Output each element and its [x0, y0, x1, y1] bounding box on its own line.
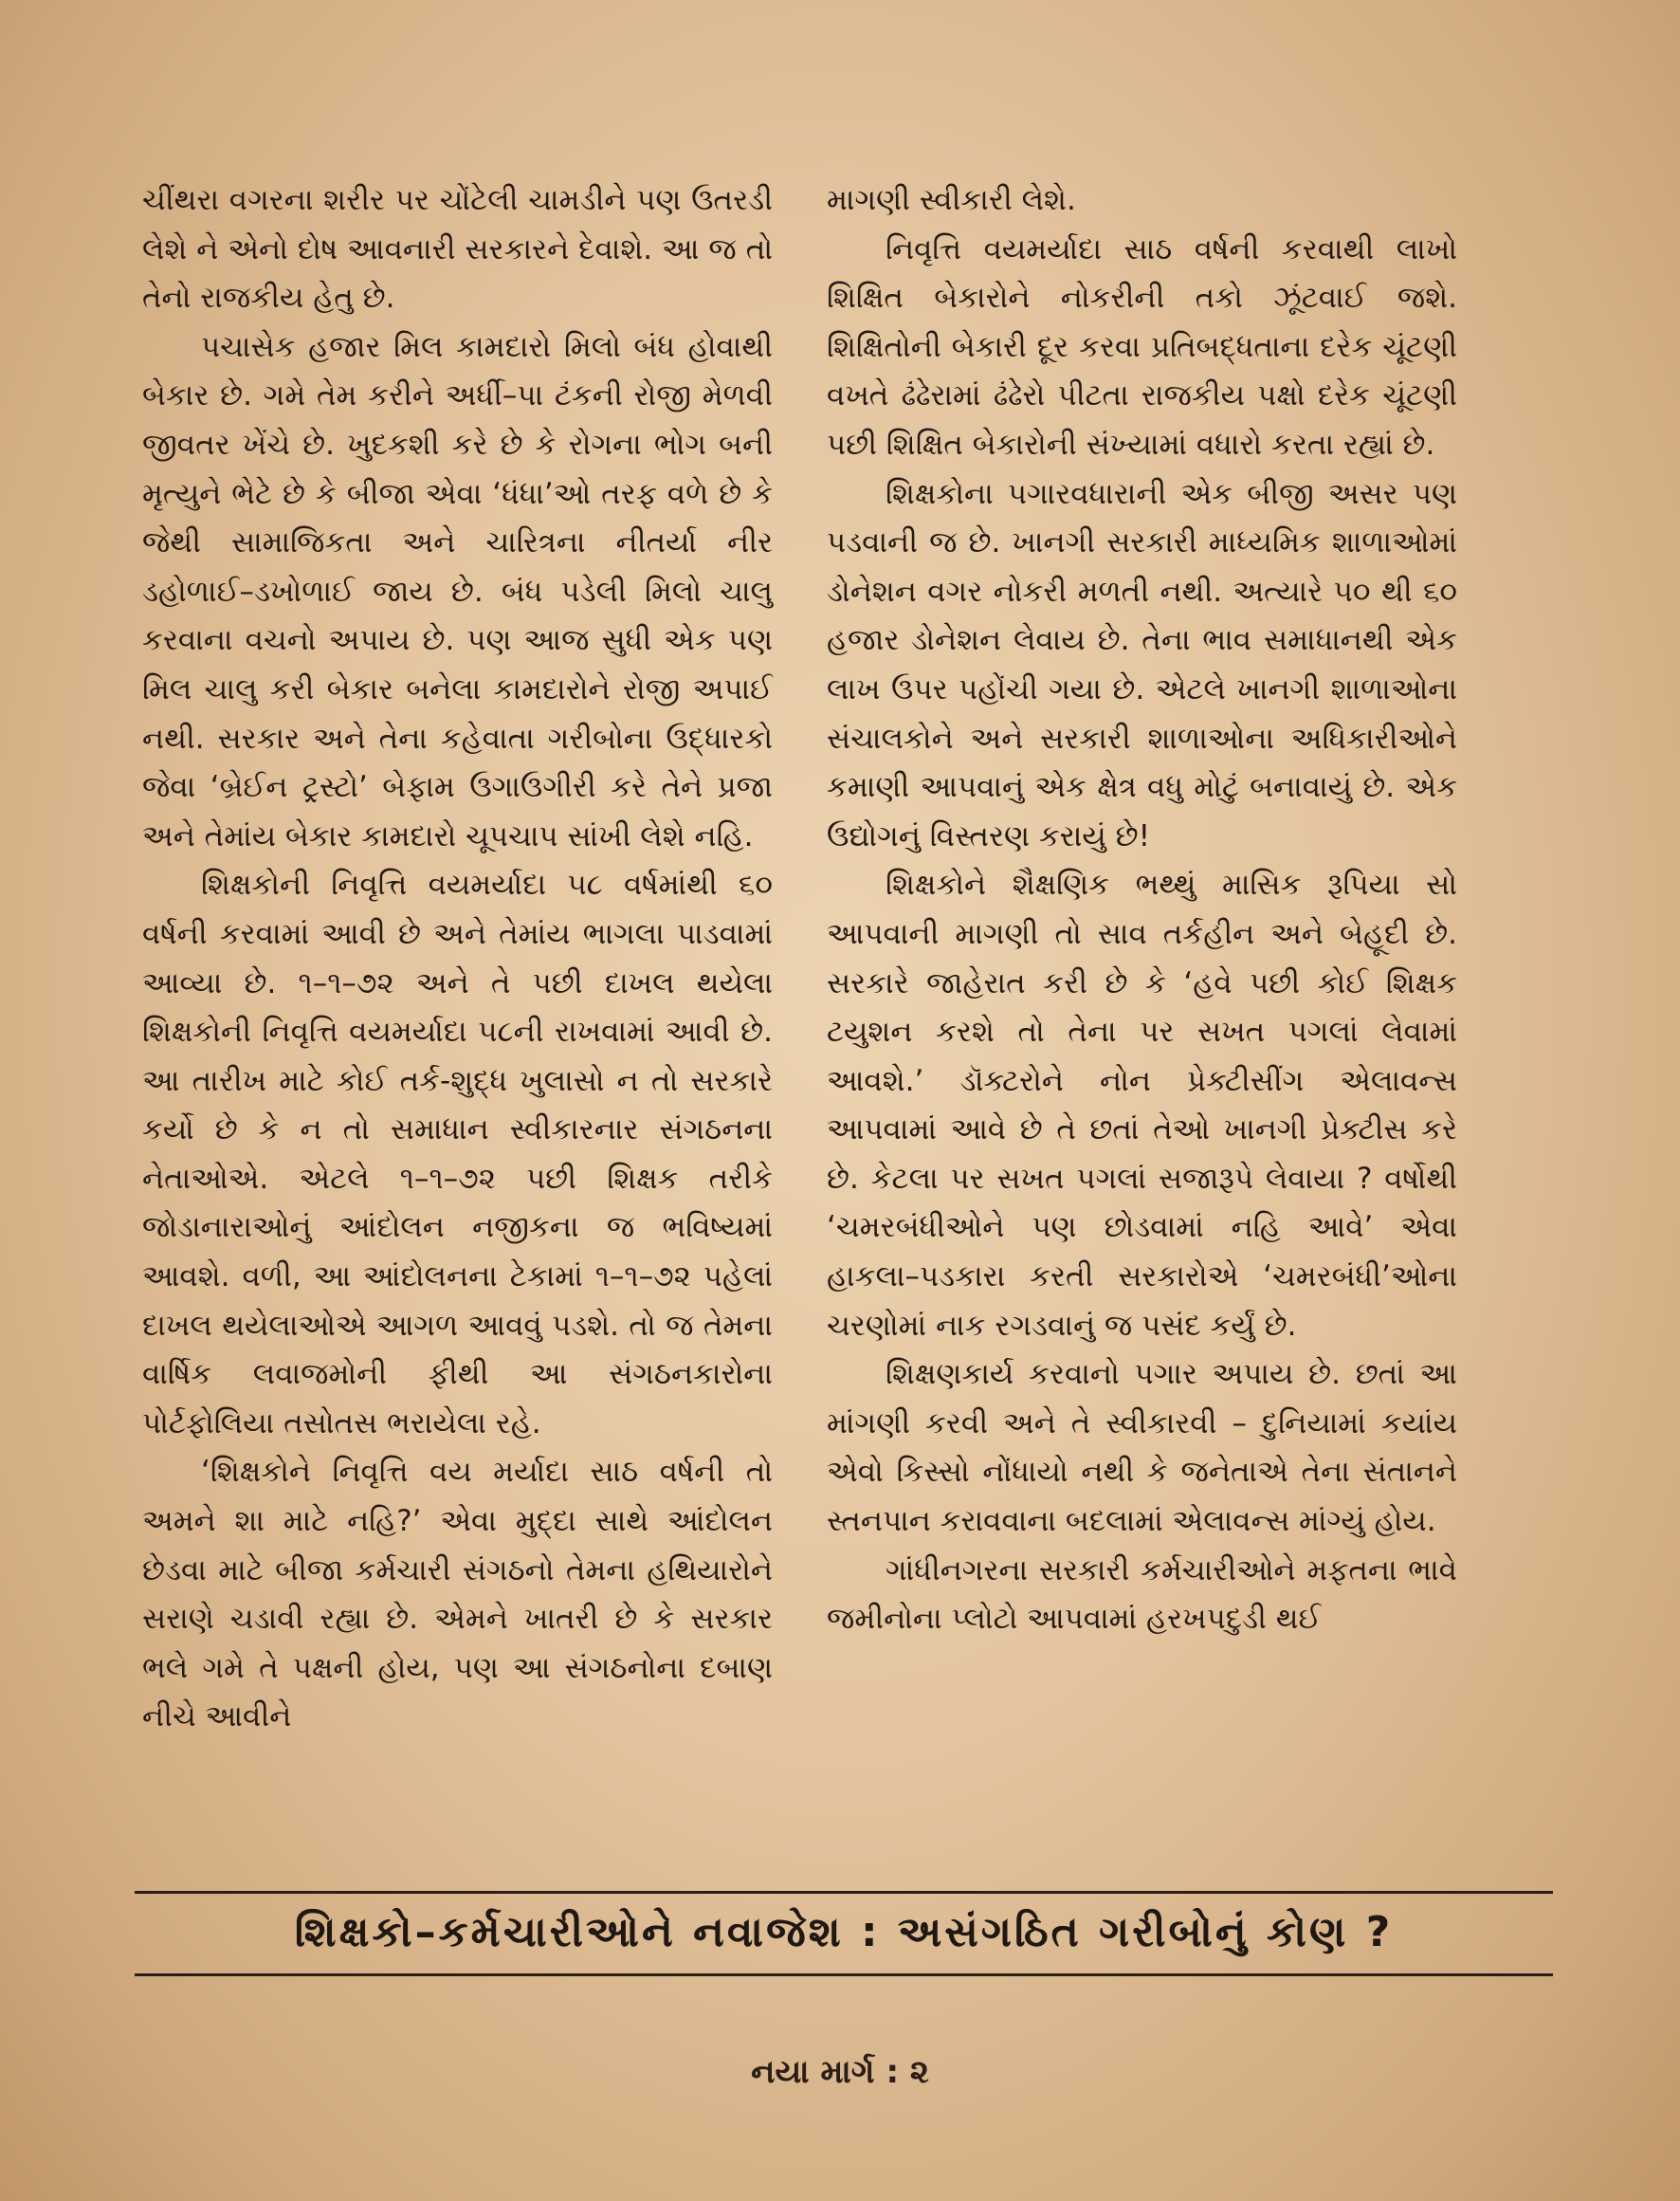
right-paragraph-6: ગાંધીનગરના સરકારી કર્મચારીઓને મફતના ભાવે જમીનોના પ્લોટો આપવામાં હરખપદુડી થઈ — [827, 1552, 1457, 1637]
left-paragraph-3: શિક્ષકોની નિવૃત્તિ વયમર્યાદા ૫૮ વર્ષમાંથી ૬૦ વર્ષની કરવામાં આવી છે અને તેમાંય ભાગલા પાડવામાં આવ્યા છે. ૧–૧–૭૨ અને તે પછી દાખલ થયેલા શિક્ષકોની નિવૃત્તિ વયમર્યાદા ૫૮ની રાખવામાં આવી છે. આ તારીખ માટે કોઈ તર્ક-શુદ્ધ ખુલાસો ન તો સરકારે કર્યો છે કે ન તો સમાધાન સ્વીકારનાર સંગઠનના નેતાઓએ. એટલે ૧–૧–૭૨ પછી શિક્ષક તરીકે જોડાનારાઓનું આંદોલન નજીકના જ ભવિષ્યમાં આવશે. વળી, આ આંદોલનના ટેકામાં ૧–૧–૭૨ પહેલાં દાખલ થયેલાઓએ આગળ આવવું પડશે. તો જ તેમના વાર્ષિક લવાજમોની ફીથી આ સંગઠનકારોના પોર્ટફોલિયા તસોતસ ભરાયેલા રહે. — [142, 868, 773, 1440]
right-column — [827, 176, 1457, 1644]
left-column — [142, 176, 773, 1742]
left-paragraph-4: ‘શિક્ષકોને નિવૃત્તિ વય મર્યાદા સાઠ વર્ષની તો અમને શા માટે નહિ?’ એવા મુદ્દા સાથે આંદોલન છેડવા માટે બીજા કર્મચારી સંગઠનો તેમના હથિયારોને સરાણે ચડાવી રહ્યા છે. એમને ખાતરી છે કે સરકાર ભલે ગમે તે પક્ષની હોય, પણ આ સંગઠનોના દબાણ નીચે આવીને — [142, 1455, 773, 1734]
right-paragraph-2: નિવૃત્તિ વયમર્યાદા સાઠ વર્ષની કરવાથી લાખો શિક્ષિત બેકારોને નોકરીની તકો ઝૂંટવાઈ જશે. શિક્ષિતોની બેકારી દૂર કરવા પ્રતિબદ્ધતાના દરેક ચૂંટણી વખતે ઢંઢેરામાં ઢંઢેરો પીટતા રાજકીય પક્ષો દરેક ચૂંટણી પછી શિક્ષિત બેકારોની સંખ્યામાં વધારો કરતા રહ્યાં છે. — [827, 231, 1457, 462]
right-paragraph-3: શિક્ષકોના પગારવધારાની એક બીજી અસર પણ પડવાની જ છે. ખાનગી સરકારી માધ્યમિક શાળાઓમાં ડોનેશન વગર નોકરી મળતી નથી. અત્યારે ૫૦ થી ૬૦ હજાર ડોનેશન લેવાય છે. તેના ભાવ સમાધાનથી એક લાખ ઉપર પહોંચી ગયા છે. એટલે ખાનગી શાળાઓના સંચાલકોને અને સરકારી શાળાઓના અધિકારીઓને કમાણી આપવાનું એક ક્ષેત્ર વધુ મોટું બનાવાયું છે. એક ઉદ્યોગનું વિસ્તરણ કરાયું છે! — [827, 476, 1457, 853]
left-paragraph-1: ચીંથરા વગરના શરીર પર ચોંટેલી ચામડીને પણ ઉતરડી લેશે ને એનો દોષ આવનારી સરકારને દેવાશે. આ જ તો તેનો રાજકીય હેતુ છે. — [142, 183, 773, 316]
headline-top-rule — [135, 1891, 1553, 1894]
left-paragraph-2: પચાસેક હજાર મિલ કામદારો મિલો બંધ હોવાથી બેકાર છે. ગમે તેમ કરીને અર્ધી–પા ટંકની રોજી મેળવી જીવતર ખેંચે છે. ખુદકશી કરે છે કે રોગના ભોગ બની મૃત્યુને ભેટે છે કે બીજા એવા ‘ધંધા’ઓ તરફ વળે છે કે જેથી સામાજિકતા અને ચારિત્રના નીતર્યા નીર ડહોળાઈ–ડખોળાઈ જાય છે. બંધ પડેલી મિલો ચાલુ કરવાના વચનો અપાય છે. પણ આજ સુધી એક પણ મિલ ચાલુ કરી બેકાર બનેલા કામદારોને રોજી અપાઈ નથી. સરકાર અને તેના કહેવાતા ગરીબોના ઉદ્ધારકો જેવા ‘બ્રેઈન ટ્રસ્ટો’ બેફામ ઉગાઉગીરી કરે તેને પ્રજા અને તેમાંય બેકાર કામદારો ચૂપચાપ સાંખી લેશે નહિ. — [142, 329, 773, 853]
headline-bottom-rule — [135, 1973, 1553, 1976]
right-paragraph-5: શિક્ષણકાર્ય કરવાનો પગાર અપાય છે. છતાં આ માંગણી કરવી અને તે સ્વીકારવી – દુનિયામાં કયાંય એવો કિસ્સો નોંધાયો નથી કે જનેતાએ તેના સંતાનને સ્તનપાન કરાવવાના બદલામાં એલાવન્સ માંગ્યું હોય. — [827, 1357, 1457, 1539]
page-footer: નયા માર્ગ : ૨ — [751, 2053, 929, 2091]
right-paragraph-1: માગણી સ્વીકારી લેશે. — [827, 183, 1076, 217]
article-headline: શિક્ષકો–કર્મચારીઓને નવાજેશ : અસંગઠિત ગરીબોનું કોણ ? — [294, 1908, 1394, 1956]
right-paragraph-4: શિક્ષકોને શૈક્ષણિક ભથ્થું માસિક રૂપિયા સો આપવાની માગણી તો સાવ તર્કહીન અને બેહૂદી છે. સરકારે જાહેરાત કરી છે કે ‘હવે પછી કોઈ શિક્ષક ટયુશન કરશે તો તેના પર સખત પગલાં લેવામાં આવશે.’ ડૉક્ટરોને નોન પ્રેક્ટીસીંગ એલાવન્સ આપવામાં આવે છે તે છતાં તેઓ ખાનગી પ્રેક્ટીસ કરે છે. કેટલા પર સખત પગલાં સજારૂપે લેવાયા ? વર્ષોથી ‘ચમરબંધીઓને પણ છોડવામાં નહિ આવે’ એવા હાકલા–પડકારા કરતી સરકારોએ ‘ચમરબંધી’ઓના ચરણોમાં નાક રગડવાનું જ પસંદ કર્યું છે. — [827, 868, 1457, 1343]
